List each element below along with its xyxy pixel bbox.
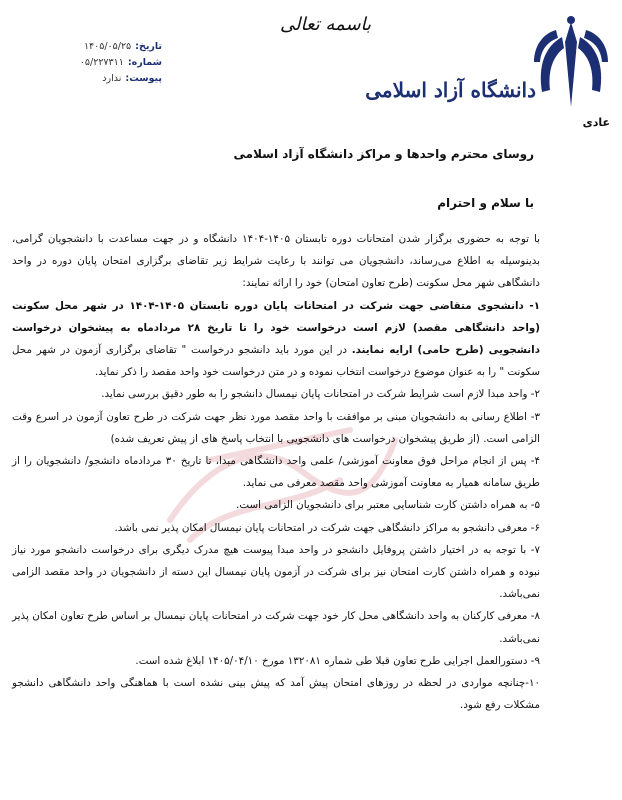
number-label: شماره:	[127, 56, 162, 68]
item-1-rest: در این مورد باید دانشجو درخواست " تقاضای برگزاری آزمون در شهر محل سکونت " را به عنوان موضوع درخواست انتخاب نموده و در متن درخواست خود واحد مقصد را ذکر نماید.	[12, 344, 540, 379]
date-value: ۱۴۰۵/۰۵/۲۵	[83, 40, 132, 52]
university-emblem-icon	[532, 12, 610, 112]
university-logo	[365, 8, 610, 118]
item-7: ۷- با توجه به در اختیار داشتن پروفایل دانشجو در واحد مبدا پیوست هیچ مدرک دیگری برای درخواست دانشجو مورد نیاز نبوده و همراه داشتن کارت امتحان نیز برای شرکت در آزمون پایان نیمسال این دسته از دانشجویان در واحد مقصد الزامی نمی‌باشد.	[12, 543, 540, 601]
item-4: ۴- پس از انجام مراحل فوق معاونت آموزشی/ علمی واحد دانشگاهی مبدا، تا تاریخ ۳۰ مردادماه دانشجو/ دانشجویان را از طریق سامانه همیار به معاونت آموزشی واحد مقصد معرفی می نماید.	[12, 455, 540, 490]
letter-greeting: با سلام و احترام	[437, 196, 534, 210]
item-3: ۳- اطلاع رسانی به دانشجویان مبنی بر موافقت با واحد مقصد مورد نظر جهت شرکت در طرح تعاون آزمون در اسرع وقت الزامی است. (از طریق پیشخوان درخواست های دانشجویی با انتخاب پاسخ های از پیش تعریف شده)	[12, 410, 540, 445]
item-10: ۱۰-چنانچه مواردی در لحظه در روزهای امتحان پیش آمد که پیش بینی نشده است با هماهنگی واحد دانشگاهی دانشجو مشکلات رفع شود.	[12, 677, 540, 712]
item-8: ۸- معرفی کارکنان به واحد دانشگاهی محل کار خود جهت شرکت در امتحانات پایان نیمسال بر اساس طرح تعاون امکان پذیر نمی‌باشد.	[12, 610, 540, 645]
besmellah-heading: باسمه تعالی	[280, 14, 372, 35]
item-6: ۶- معرفی دانشجو به مراکز دانشگاهی جهت شرکت در امتحانات پایان نیمسال امکان پذیر نمی باشد.	[114, 521, 540, 534]
letter-body	[12, 228, 540, 716]
university-name: دانشگاه آزاد اسلامی	[365, 78, 536, 102]
letter-recipient: روسای محترم واحدها و مراکز دانشگاه آزاد اسلامی	[233, 147, 534, 161]
letter-category: عادی	[582, 116, 610, 129]
item-1	[12, 295, 540, 384]
item-1-bold: ۱- دانشجوی متقاضی جهت شرکت در امتحانات پایان دوره تابستان ۱۴۰۵-۱۴۰۴ در شهر محل سکونت (واحد دانشگاهی مقصد) لازم است درخواست خود را تا تاریخ ۲۸ مردادماه به پیشخوان درخواست دانشجویی (طرح حامی) ارایه نمایند.	[12, 299, 540, 357]
item-9: ۹- دستورالعمل اجرایی طرح تعاون قبلا طی شماره ۱۳۲۰۸۱ مورخ ۱۴۰۵/۰۴/۱۰ ابلاغ شده است.	[135, 654, 540, 667]
meta-date	[12, 38, 162, 54]
meta-number	[12, 54, 162, 70]
attachment-value: ندارد	[102, 72, 122, 84]
intro-paragraph: با توجه به حضوری برگزار شدن امتحانات دوره تابستان ۱۴۰۵-۱۴۰۴ دانشگاه و در جهت مساعدت با دانشجویان گرامی، بدینوسیله به اطلاع می‌رساند، دانشجویان می توانند با رعایت شرایط زیر تقاضای برگزاری امتحان پایان دوره در واحد دانشگاهی شهر محل سکونت (طرح تعاون امتحان) خود را ارائه نمایند:	[12, 233, 541, 290]
item-2: ۲- واحد مبدا لازم است شرایط شرکت در امتحانات پایان نیمسال دانشجو را به طور دقیق بررسی نماید.	[101, 388, 540, 401]
letter-meta	[12, 38, 162, 86]
date-label: تاریخ:	[135, 40, 162, 52]
meta-attachment	[12, 70, 162, 86]
attachment-label: پیوست:	[125, 72, 162, 84]
number-value: ۰۵/۲۲۷۳۱۱	[79, 56, 124, 68]
item-5: ۵- به همراه داشتن کارت شناسایی معتبر برای دانشجویان الزامی است.	[236, 499, 540, 512]
